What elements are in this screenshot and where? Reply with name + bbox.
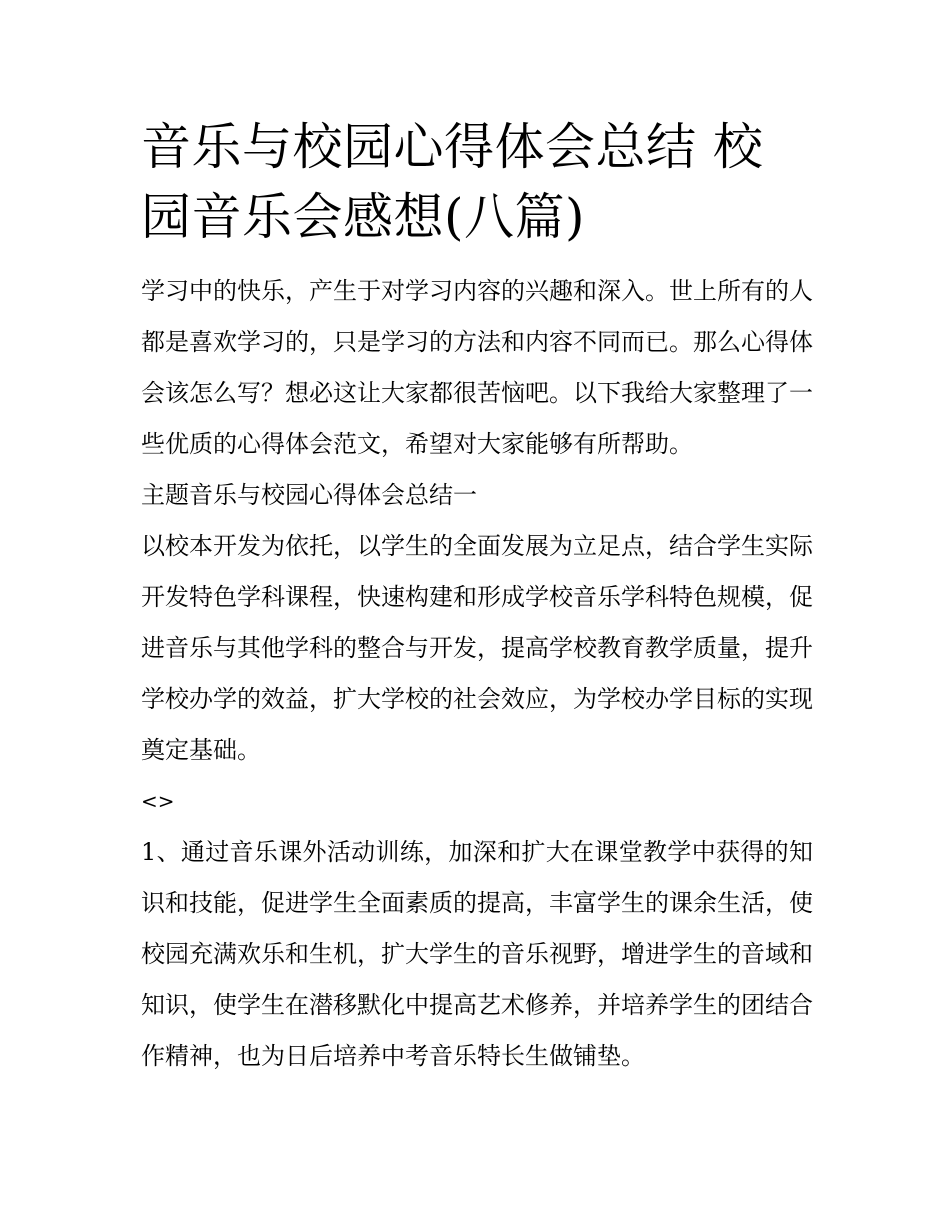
document-body (141, 112, 813, 1082)
body-paragraph-1: 以校本开发为依托，以学生的全面发展为立足点，结合学生实际开发特色学科课程，快速构建和形成学校音乐学科特色规模，促进音乐与其他学科的整合与开发，提高学校教育教学质量，提升学校办学的效益，扩大学校的社会效应，为学校办学目标的实现奠定基础。 (141, 532, 813, 764)
body-paragraph-2: 1、通过音乐课外活动训练，加深和扩大在课堂教学中获得的知识和技能，促进学生全面素质的提高，丰富学生的课余生活，使校园充满欢乐和生机，扩大学生的音乐视野，增进学生的音域和知识，使学生在潜移默化中提高艺术修养，并培养学生的团结合作精神，也为日后培养中考音乐特长生做铺垫。 (141, 838, 813, 1070)
angle-bracket-marker: <> (141, 789, 175, 813)
section-heading: 主题音乐与校园心得体会总结一 (141, 481, 477, 509)
intro-paragraph: 学习中的快乐，产生于对学习内容的兴趣和深入。世上所有的人都是喜欢学习的，只是学习的方法和内容不同而已。那么心得体会该怎么写？想必这让大家都很苦恼吧。以下我给大家整理了一些优质的心得体会范文，希望对大家能够有所帮助。 (141, 277, 813, 458)
document-title: 音乐与校园心得体会总结 校园音乐会感想(八篇) (141, 118, 764, 246)
